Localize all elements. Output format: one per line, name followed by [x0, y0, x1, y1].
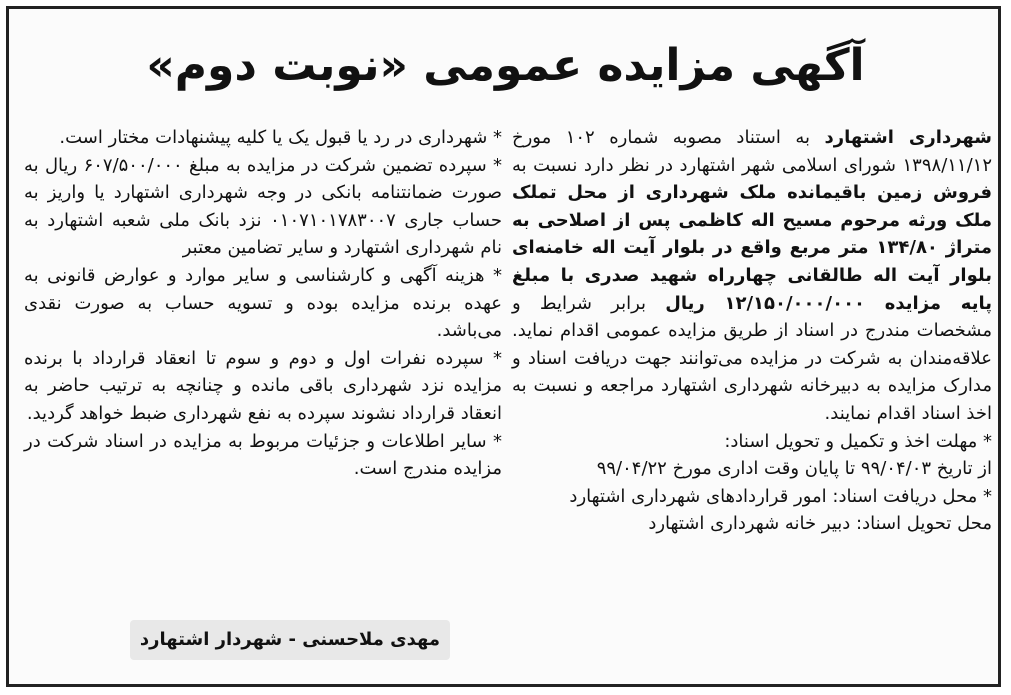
- bullet-other-info: * سایر اطلاعات و جزئیات مربوط به مزایده در اسناد شرکت در مزایده مندرج است.: [24, 430, 502, 480]
- notice-title: آگهی مزایده عمومی «نوبت دوم»: [146, 40, 865, 91]
- deadline-text: از تاریخ ۹۹/۰۴/۰۳ تا پایان وقت اداری مورخ ۹۹/۰۴/۲۲: [596, 458, 992, 480]
- bullet-costs: * هزینه آگهی و کارشناسی و سایر موارد و عوارض قانونی به عهده برنده مزایده بوده و تسویه حساب به صورت نقدی می‌باشد.: [24, 264, 502, 342]
- signature: مهدی ملاحسنی - شهردار اشتهارد: [130, 620, 450, 660]
- intro-text-b: برابر شرایط و مشخصات مندرج در اسناد از طریق مزایده عمومی اقدام نماید. علاقه‌مندان به شرکت در مزایده می‌توانند جهت دریافت اسناد و مدارک مزایده به دبیرخانه شهرداری اشتهارد مراجعه و نسبت به اخذ اسناد اقدام نمایند.: [512, 292, 992, 424]
- bullet-deposit: * سپرده تضمین شرکت در مزایده به مبلغ ۶۰۷/۵۰۰/۰۰۰ ریال به صورت ضمانتنامه بانکی در وجه شهرداری اشتهارد یا واریز به حساب جاری ۰۱۰۷۱۰۱۷۸۳۰۰۷ نزد بانک ملی شعبه اشتهارد به نام شهرداری اشتهارد و سایر تضامین معتبر: [24, 154, 502, 259]
- delivery-place: محل تحویل اسناد: دبیر خانه شهرداری اشتهارد: [648, 513, 992, 535]
- bullet-winners: * سپرده نفرات اول و دوم و سوم تا انعقاد قرارداد با برنده مزایده نزد شهرداری باقی مانده و چنانچه به ترتیب حاضر به انعقاد قرارداد نشوند سپرده به نفع شهرداری ضبط خواهد گردید.: [24, 347, 502, 424]
- intro-bold-text: فروش زمین باقیمانده ملک شهرداری از محل تملک ملک ورثه مرحوم مسیح اله کاظمی پس از اصلاحی به متراژ ۱۳۴/۸۰ متر مربع واقع در بلوار آیت اله خامنه‌ای بلوار آیت اله طالقانی چهارراه شهید صدری با مبلغ پایه مزایده ۱۲/۱۵۰/۰۰۰/۰۰۰ ریال: [512, 182, 992, 314]
- deadline-heading: * مهلت اخذ و تکمیل و تحویل اسناد:: [724, 430, 992, 452]
- intro-text-a: به استناد مصوبه شماره ۱۰۲ مورخ ۱۳۹۸/۱۱/۱۲ شورای اسلامی شهر اشتهارد در نظر دارد نسبت به: [512, 127, 992, 176]
- intro-paragraph: [512, 124, 992, 428]
- left-column: [24, 124, 502, 483]
- receive-place: * محل دریافت اسناد: امور قراردادهای شهرداری اشتهارد: [569, 485, 992, 507]
- organization-name: شهرداری اشتهارد: [824, 127, 992, 148]
- right-column: [512, 124, 992, 538]
- bullet-rejection: * شهرداری در رد یا قبول یک یا کلیه پیشنهادات مختار است.: [59, 127, 502, 148]
